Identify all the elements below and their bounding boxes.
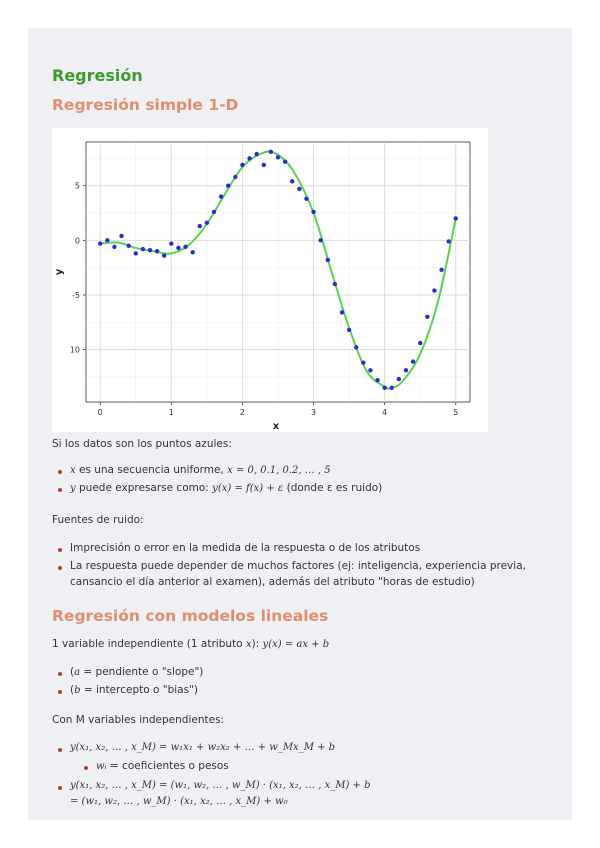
equation-w0: = (w₁, w₂, … , w_M) · (x₁, x₂, … , x_M) + w₀: [70, 796, 288, 807]
data-point: [340, 310, 344, 314]
data-point: [134, 251, 138, 255]
bullet-text: y puede expresarse como: y(x) = f(x) + ε (donde ε es ruido): [70, 482, 383, 494]
slide: [28, 28, 572, 820]
data-point: [254, 152, 258, 156]
data-point: [375, 378, 379, 382]
data-point: [432, 288, 436, 292]
one-variable-text: 1 variable independiente (1 atributo x): y(x) = ax + b: [52, 638, 330, 650]
data-point: [169, 241, 173, 245]
data-point: [347, 328, 351, 332]
bullet-dot: [58, 786, 62, 790]
data-point: [333, 282, 337, 286]
data-point: [141, 247, 145, 251]
x-tick-label: 4: [382, 408, 388, 417]
equation-dot-product: y(x₁, x₂, … , x_M) = (w₁, w₂, … , w_M) · (x₁, x₂, … , x_M) + b: [70, 780, 371, 791]
data-point: [176, 246, 180, 250]
section-title-regresion-simple: Regresión simple 1-D: [52, 96, 239, 114]
x-tick-label: 3: [311, 408, 317, 417]
data-point: [226, 183, 230, 187]
data-point: [404, 368, 408, 372]
data-point: [425, 315, 429, 319]
data-point: [311, 210, 315, 214]
data-point: [368, 368, 372, 372]
m-variables-text: Con M variables independientes:: [52, 714, 225, 726]
y-tick-label: 10: [69, 345, 80, 355]
chart-svg: [52, 128, 488, 432]
data-point: [382, 386, 386, 390]
data-point: [304, 197, 308, 201]
data-point: [198, 224, 202, 228]
data-point: [105, 238, 109, 242]
data-point: [418, 341, 422, 345]
data-point: [98, 241, 102, 245]
data-point: [112, 245, 116, 249]
data-point: [212, 210, 216, 214]
data-point: [283, 159, 287, 163]
data-point: [397, 377, 401, 381]
data-point: [148, 248, 152, 252]
data-point: [446, 239, 450, 243]
data-point: [205, 221, 209, 225]
data-point: [276, 155, 280, 159]
bullet-text: Imprecisión o error en la medida de la respuesta o de los atributos: [70, 542, 421, 554]
data-point: [454, 216, 458, 220]
data-point: [318, 238, 322, 242]
data-point: [262, 163, 266, 167]
data-point: [119, 234, 123, 238]
data-point: [190, 250, 194, 254]
bullet-dot: [58, 548, 62, 552]
x-tick-label: 5: [453, 408, 459, 417]
data-point: [162, 253, 166, 257]
bullet-dot: [58, 690, 62, 694]
data-point: [219, 194, 223, 198]
main-title: Regresión: [52, 66, 143, 85]
data-point: [247, 156, 251, 160]
bullet-dot: [58, 470, 62, 474]
bullet-text: (a = pendiente o "slope"): [70, 666, 204, 678]
x-tick-label: 0: [97, 408, 103, 417]
x-tick-label: 1: [168, 408, 174, 417]
data-point: [297, 187, 301, 191]
bullet-dot: [58, 748, 62, 752]
data-point: [361, 360, 365, 364]
y-tick-label: 5: [74, 181, 80, 191]
fuentes-heading: Fuentes de ruido:: [52, 514, 144, 526]
intro-text: Si los datos son los puntos azules:: [52, 438, 232, 450]
data-point: [390, 386, 394, 390]
equation-sum: y(x₁, x₂, … , x_M) = w₁x₁ + w₂x₂ + … + w_Mx_M + b: [70, 742, 336, 753]
bullet-text: (b = intercepto o "bias"): [70, 684, 199, 696]
y-tick-label: 0: [74, 236, 80, 246]
bullet-dot: [58, 488, 62, 492]
bullet-text-line1: La respuesta puede depender de muchos factores (ej: inteligencia, experiencia previa,: [70, 560, 526, 572]
bullet-text: wᵢ = coeficientes o pesos: [96, 760, 229, 772]
data-point: [155, 249, 159, 253]
data-point: [269, 150, 273, 154]
section-title-modelos-lineales: Regresión con modelos lineales: [52, 607, 329, 625]
bullet-text-line2: cansancio el día anterior al examen), además del atributo "horas de estudio): [70, 576, 475, 588]
data-point: [326, 258, 330, 262]
data-point: [126, 244, 130, 248]
y-tick-label: -5: [72, 290, 80, 300]
bullet-dot: [84, 766, 88, 770]
regression-chart: [52, 128, 488, 432]
x-axis-label: x: [272, 421, 280, 432]
bullet-text: x es una secuencia uniforme, x = 0, 0.1, 0.2, … , 5: [70, 464, 331, 476]
data-point: [411, 359, 415, 363]
bullet-dot: [58, 672, 62, 676]
data-point: [290, 179, 294, 183]
data-point: [233, 175, 237, 179]
data-point: [439, 268, 443, 272]
data-point: [183, 245, 187, 249]
y-axis-label: y: [54, 268, 65, 276]
bullet-dot: [58, 566, 62, 570]
x-tick-label: 2: [239, 408, 245, 417]
data-point: [240, 163, 244, 167]
data-point: [354, 345, 358, 349]
